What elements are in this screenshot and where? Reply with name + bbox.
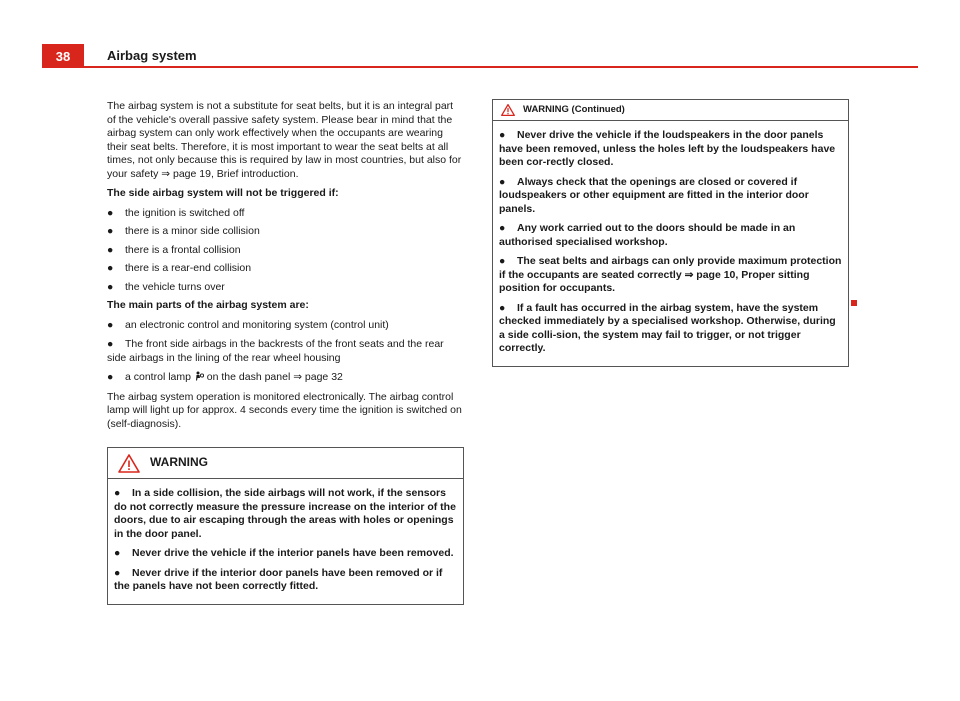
- list-item: [107, 338, 463, 365]
- bullet-icon: ●: [499, 301, 506, 314]
- warning-title: WARNING: [150, 455, 208, 470]
- page-number: 38: [42, 44, 84, 68]
- page-title: Airbag system: [107, 48, 197, 63]
- warning-item-text: Any work carried out to the doors should be made in an authorised specialised workshop.: [499, 222, 796, 248]
- lamp-text-suffix: on the dash panel ⇒ page 32: [206, 371, 343, 383]
- warning-item-text: Never drive the vehicle if the interior panels have been removed.: [132, 547, 454, 559]
- lamp-text-prefix: a control lamp: [125, 371, 191, 383]
- warning-continued-header: [493, 100, 848, 121]
- warning-triangle-icon: [118, 454, 140, 473]
- warning-triangle-icon: [501, 104, 515, 116]
- not-triggered-list: [107, 207, 463, 295]
- warning-item: [114, 567, 457, 594]
- bullet-icon: ●: [114, 547, 121, 559]
- header-rule: [84, 66, 918, 68]
- warning-item: [499, 176, 842, 217]
- bullet-icon: ●: [107, 280, 114, 293]
- bullet-icon: ●: [114, 487, 121, 499]
- warning-item: [499, 222, 842, 249]
- airbag-lamp-icon: [194, 371, 204, 381]
- warning-item: [499, 129, 842, 170]
- warning-item-text: In a side collision, the side airbags will not work, if the sensors do not correctly measure the pressure increase on the interior of the doors, due to air escaping through the areas with holes or openings in the door panel.: [114, 487, 456, 540]
- list-item: [107, 262, 463, 276]
- list-item-text: an electronic control and monitoring system (control unit): [125, 318, 389, 331]
- intro-paragraph: The airbag system is not a substitute for seat belts, but it is an integral part of the vehicle's overall passive safety system. Please bear in mind that the airbag system can only work effectively when the occupants are wearing their seat belts. Therefore, it is most important to wear the seat belts at all times, not only because this is required by law in most countries, but also for your safety ⇒ page 19, Brief introduction.: [107, 100, 462, 180]
- warning-item-text: Never drive if the interior door panels have been removed or if the panels have not been correctly fitted.: [114, 566, 443, 592]
- bullet-icon: ●: [107, 262, 114, 274]
- end-of-section-icon: [851, 300, 857, 306]
- warning-item-text: Never drive the vehicle if the loudspeakers in the door panels have been removed, unless the holes left by the loudspeakers have been cor-rectly closed.: [499, 129, 836, 168]
- list-item-text: the vehicle turns over: [125, 280, 225, 293]
- warning-item-text: If a fault has occurred in the airbag system, have the system checked immediately by a specialised workshop. Otherwise, during a side colli-sion, the system may fail to trigger, or not trigger correctly.: [499, 301, 836, 354]
- bullet-icon: ●: [499, 222, 506, 234]
- list-item-text: the ignition is switched off: [125, 206, 245, 219]
- warning-header: [108, 448, 463, 479]
- not-triggered-heading: The side airbag system will not be triggered if:: [107, 187, 339, 199]
- right-column: [492, 99, 847, 367]
- list-item: [107, 281, 463, 295]
- list-item: [107, 225, 463, 239]
- bullet-icon: ●: [107, 206, 114, 219]
- list-item: [107, 371, 463, 385]
- bullet-icon: ●: [107, 318, 114, 331]
- warning-body: [108, 479, 463, 604]
- left-column: [107, 100, 463, 605]
- main-parts-heading: The main parts of the airbag system are:: [107, 299, 309, 311]
- bullet-icon: ●: [499, 255, 506, 267]
- warning-item-text: Always check that the openings are closed or covered if loudspeakers or other equipment are fitted in the interior door panels.: [499, 175, 809, 215]
- warning-item: [114, 487, 457, 541]
- warning-continued-title: WARNING (Continued): [523, 104, 625, 116]
- list-item-text: there is a frontal collision: [125, 243, 241, 256]
- bullet-icon: ●: [107, 371, 114, 383]
- bullet-icon: ●: [499, 175, 506, 188]
- monitor-paragraph: The airbag system operation is monitored electronically. The airbag control lamp will light up for approx. 4 seconds every time the ignition is switched on (self-diagnosis).: [107, 390, 462, 430]
- bullet-icon: ●: [107, 338, 114, 350]
- list-item-text: there is a minor side collision: [125, 225, 260, 237]
- warning-box: [107, 447, 464, 605]
- list-item: [107, 244, 463, 258]
- list-item: [107, 319, 463, 333]
- warning-continued-box: [492, 99, 849, 367]
- bullet-icon: ●: [499, 129, 506, 141]
- warning-item-text: The seat belts and airbags can only provide maximum protection if the occupants are seated correctly ⇒ page 10, Proper sitting position for occupants.: [499, 255, 842, 294]
- list-item: [107, 207, 463, 221]
- list-item-text: The front side airbags in the backrests of the front seats and the rear side airbags in the lining of the rear wheel housing: [107, 338, 444, 364]
- warning-item: [499, 302, 842, 356]
- warning-continued-body: [493, 121, 848, 366]
- bullet-icon: ●: [114, 566, 121, 579]
- bullet-icon: ●: [107, 243, 114, 256]
- list-item-text: there is a rear-end collision: [125, 262, 252, 274]
- bullet-icon: ●: [107, 225, 114, 237]
- main-parts-list: [107, 319, 463, 385]
- warning-item: [499, 255, 842, 296]
- warning-item: [114, 547, 457, 561]
